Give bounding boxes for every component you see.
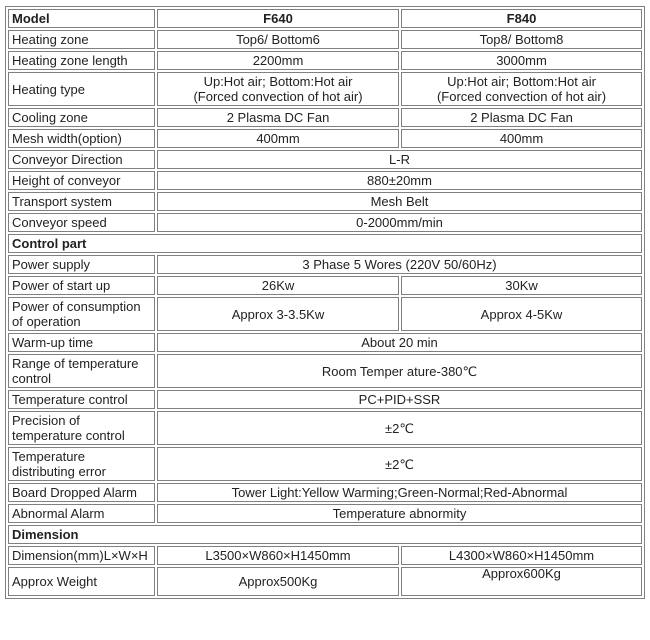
table-row xyxy=(8,276,642,295)
table-row xyxy=(8,213,642,232)
row-label: Approx Weight xyxy=(8,567,155,596)
row-label-line-1: Range of temperature xyxy=(12,356,139,371)
f640-line-2: (Forced convection of hot air) xyxy=(193,89,363,104)
f840-value: 400mm xyxy=(401,129,642,148)
table-row xyxy=(8,504,642,523)
row-label xyxy=(8,411,155,445)
f840-line-1: Up:Hot air; Bottom:Hot air xyxy=(447,74,596,89)
section-heading-control-part: Control part xyxy=(8,234,642,253)
section-row xyxy=(8,234,642,253)
f640-value: L3500×W860×H1450mm xyxy=(157,546,399,565)
row-label xyxy=(8,297,155,331)
table-row xyxy=(8,354,642,388)
shared-value: Tower Light:Yellow Warming;Green-Normal;Red-Abnormal xyxy=(157,483,642,502)
f840-value xyxy=(401,72,642,106)
table-row xyxy=(8,255,642,274)
spec-table xyxy=(5,6,645,599)
row-label: Conveyor speed xyxy=(8,213,155,232)
f640-value xyxy=(157,72,399,106)
f840-value xyxy=(401,567,642,596)
table-row xyxy=(8,129,642,148)
f640-value: 400mm xyxy=(157,129,399,148)
row-label: Transport system xyxy=(8,192,155,211)
table-row xyxy=(8,30,642,49)
table-row xyxy=(8,51,642,70)
row-label-line-2: of operation xyxy=(12,314,81,329)
f840-value: Top8/ Bottom8 xyxy=(401,30,642,49)
f640-value: Top6/ Bottom6 xyxy=(157,30,399,49)
f840-value: Approx 4-5Kw xyxy=(401,297,642,331)
row-label: Abnormal Alarm xyxy=(8,504,155,523)
row-label-line-2: temperature control xyxy=(12,428,125,443)
shared-value: About 20 min xyxy=(157,333,642,352)
shared-value: Mesh Belt xyxy=(157,192,642,211)
shared-value: ±2℃ xyxy=(157,411,642,445)
row-label: Board Dropped Alarm xyxy=(8,483,155,502)
f640-header: F640 xyxy=(157,9,399,28)
f840-header: F840 xyxy=(401,9,642,28)
section-heading-dimension: Dimension xyxy=(8,525,642,544)
f640-value: 2 Plasma DC Fan xyxy=(157,108,399,127)
table-row xyxy=(8,483,642,502)
table-row xyxy=(8,108,642,127)
row-label: Heating zone xyxy=(8,30,155,49)
table-row xyxy=(8,171,642,190)
f640-value xyxy=(157,567,399,596)
header-row xyxy=(8,9,642,28)
shared-value: PC+PID+SSR xyxy=(157,390,642,409)
row-label: Heating zone length xyxy=(8,51,155,70)
shared-value: 0-2000mm/min xyxy=(157,213,642,232)
row-label xyxy=(8,447,155,481)
row-label: Temperature control xyxy=(8,390,155,409)
section-row xyxy=(8,525,642,544)
row-label: Cooling zone xyxy=(8,108,155,127)
row-label: Power of start up xyxy=(8,276,155,295)
shared-value: Room Temper ature-380℃ xyxy=(157,354,642,388)
shared-value: Temperature abnormity xyxy=(157,504,642,523)
shared-value: 3 Phase 5 Wores (220V 50/60Hz) xyxy=(157,255,642,274)
f840-weight-text: Approx600Kg xyxy=(482,567,561,581)
row-label-line-2: distributing error xyxy=(12,464,106,479)
f840-line-2: (Forced convection of hot air) xyxy=(436,89,607,104)
row-label-line-1: Precision of xyxy=(12,413,80,428)
row-label-line-1: Temperature xyxy=(12,449,85,464)
row-label: Height of conveyor xyxy=(8,171,155,190)
f840-value: 3000mm xyxy=(401,51,642,70)
table-row xyxy=(8,390,642,409)
table-row xyxy=(8,192,642,211)
f840-value: 2 Plasma DC Fan xyxy=(401,108,642,127)
row-label xyxy=(8,354,155,388)
row-label: Conveyor Direction xyxy=(8,150,155,169)
row-label: Heating type xyxy=(8,72,155,106)
f640-weight-text: Approx500Kg xyxy=(238,574,318,589)
f640-line-1: Up:Hot air; Bottom:Hot air xyxy=(203,74,353,89)
f640-value: Approx 3-3.5Kw xyxy=(157,297,399,331)
table-row xyxy=(8,567,642,596)
f840-value: 30Kw xyxy=(401,276,642,295)
shared-value: 880±20mm xyxy=(157,171,642,190)
row-label: Mesh width(option) xyxy=(8,129,155,148)
row-label: Warm-up time xyxy=(8,333,155,352)
table-row xyxy=(8,297,642,331)
shared-value: ±2℃ xyxy=(157,447,642,481)
table-row xyxy=(8,447,642,481)
table-row xyxy=(8,411,642,445)
model-header: Model xyxy=(8,9,155,28)
f640-value: 2200mm xyxy=(157,51,399,70)
table-row xyxy=(8,546,642,565)
row-label: Power supply xyxy=(8,255,155,274)
table-row xyxy=(8,72,642,106)
table-row xyxy=(8,333,642,352)
table-row xyxy=(8,150,642,169)
row-label-line-1: Power of consumption xyxy=(12,299,141,314)
f840-value: L4300×W860×H1450mm xyxy=(401,546,642,565)
shared-value: L-R xyxy=(157,150,642,169)
row-label-line-2: control xyxy=(12,371,52,386)
f640-value: 26Kw xyxy=(157,276,399,295)
row-label: Dimension(mm)L×W×H xyxy=(8,546,155,565)
